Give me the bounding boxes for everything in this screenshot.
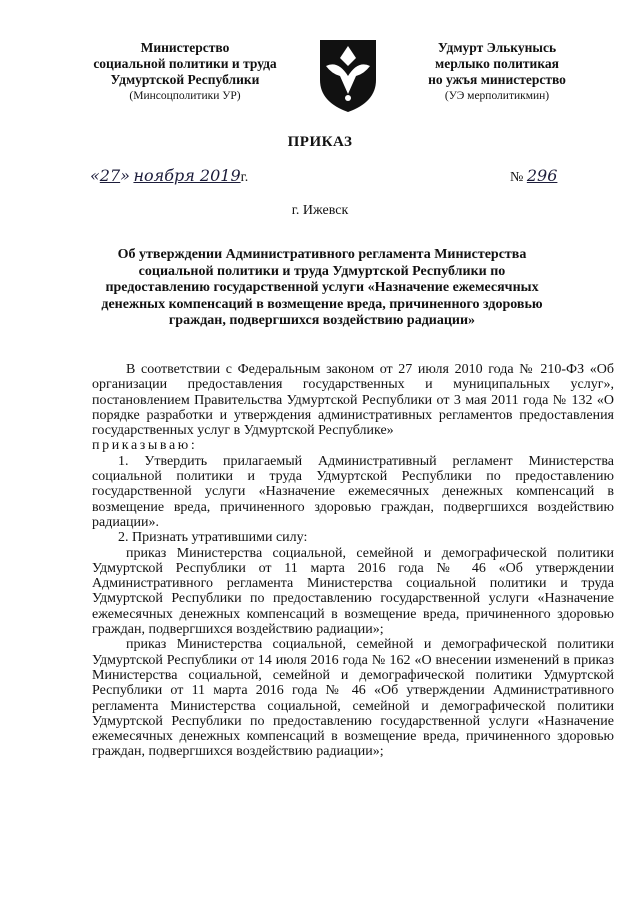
list-item: 1. Утвердить прилагаемый Административный регламент Министерства социальной политики и труда Удмуртской Республики по предоставлению государственной услуги «Назначение ежемесячных денежных компенсаций в возмещение вреда, причиненного здоровью граждан, подвергшихся воздействию радиации».	[92, 453, 614, 530]
order-date	[90, 166, 248, 186]
list-item: приказ Министерства социальной, семейной и демографической политики Удмуртской Республики от 14 июля 2016 года № 162 «О внесении изменений в приказ Министерства социальной, семейной и демографической политики Удмуртской Республики от 11 марта 2016 года № 46 «Об утверждении Административного регламента Министерства социальной, семейной и демографической политики Удмуртской Республики по предоставлению государственной услуги «Назначение ежемесячных денежных компенсаций в возмещение вреда, причиненного здоровью граждан, подвергшихся воздействию радиации»;	[92, 637, 614, 760]
ministry-abbreviation: (УЭ мерполитикмин)	[444, 90, 550, 102]
list-item: приказ Министерства социальной, семейной и демографической политики Удмуртской Республики от 11 марта 2016 года № 46 «Об утверждении Административного регламента Министерства социальной политики и труда Удмуртской Республики по предоставлению государственной услуги «Назначение ежемесячных денежных компенсаций в возмещение вреда, причиненного здоровью граждан, подвергшихся воздействию радиации»;	[92, 545, 614, 638]
ministry-name-line: Министерство	[140, 40, 230, 55]
order-word: приказываю:	[92, 438, 198, 454]
ministry-name-line: мерлыко политикая	[435, 56, 559, 71]
ministry-name-line: но ужъя министерство	[428, 72, 566, 87]
number-value: 296	[526, 166, 558, 185]
ministry-abbreviation: (Минсоцполитики УР)	[129, 90, 241, 102]
list-item: 2. Признать утратившими силу:	[118, 530, 308, 546]
ministry-header-udmurt	[382, 40, 612, 104]
date-day: 27	[99, 166, 121, 185]
document-body	[92, 362, 614, 760]
order-title: ПРИКАЗ	[287, 134, 353, 150]
city-name: г. Ижевск	[291, 203, 349, 218]
date-month-year: ноября 2019	[133, 166, 241, 185]
year-suffix: г.	[240, 170, 249, 185]
date-close-quote: »	[120, 166, 130, 185]
ministry-name-line: Удмурт Элькунысь	[437, 40, 557, 55]
number-label: №	[510, 170, 524, 185]
document-title: Об утверждении Административного регламента Министерства социальной политики и труда Удмуртской Республики по предоставлению государственной услуги «Назначение ежемесячных денежных компенсаций в возмещение вреда, причиненного здоровью граждан, подвергшихся воздействию радиации»	[101, 247, 543, 328]
ministry-name-line: Удмуртской Республики	[110, 72, 260, 87]
coat-of-arms-icon	[316, 36, 380, 114]
preamble-paragraph: В соответствии с Федеральным законом от 27 июля 2010 года № 210-ФЗ «Об организации предоставления государственных и муниципальных услуг», постановлением Правительства Удмуртской Республики от 3 мая 2011 года № 132 «О порядке разработки и утверждения административных регламентов предоставления государственных услуг в Удмуртской Республике»	[92, 362, 614, 439]
ministry-name-line: социальной политики и труда	[93, 56, 277, 71]
order-number	[510, 166, 557, 186]
date-open-quote: «	[90, 166, 100, 185]
ministry-header-russian	[70, 40, 300, 104]
